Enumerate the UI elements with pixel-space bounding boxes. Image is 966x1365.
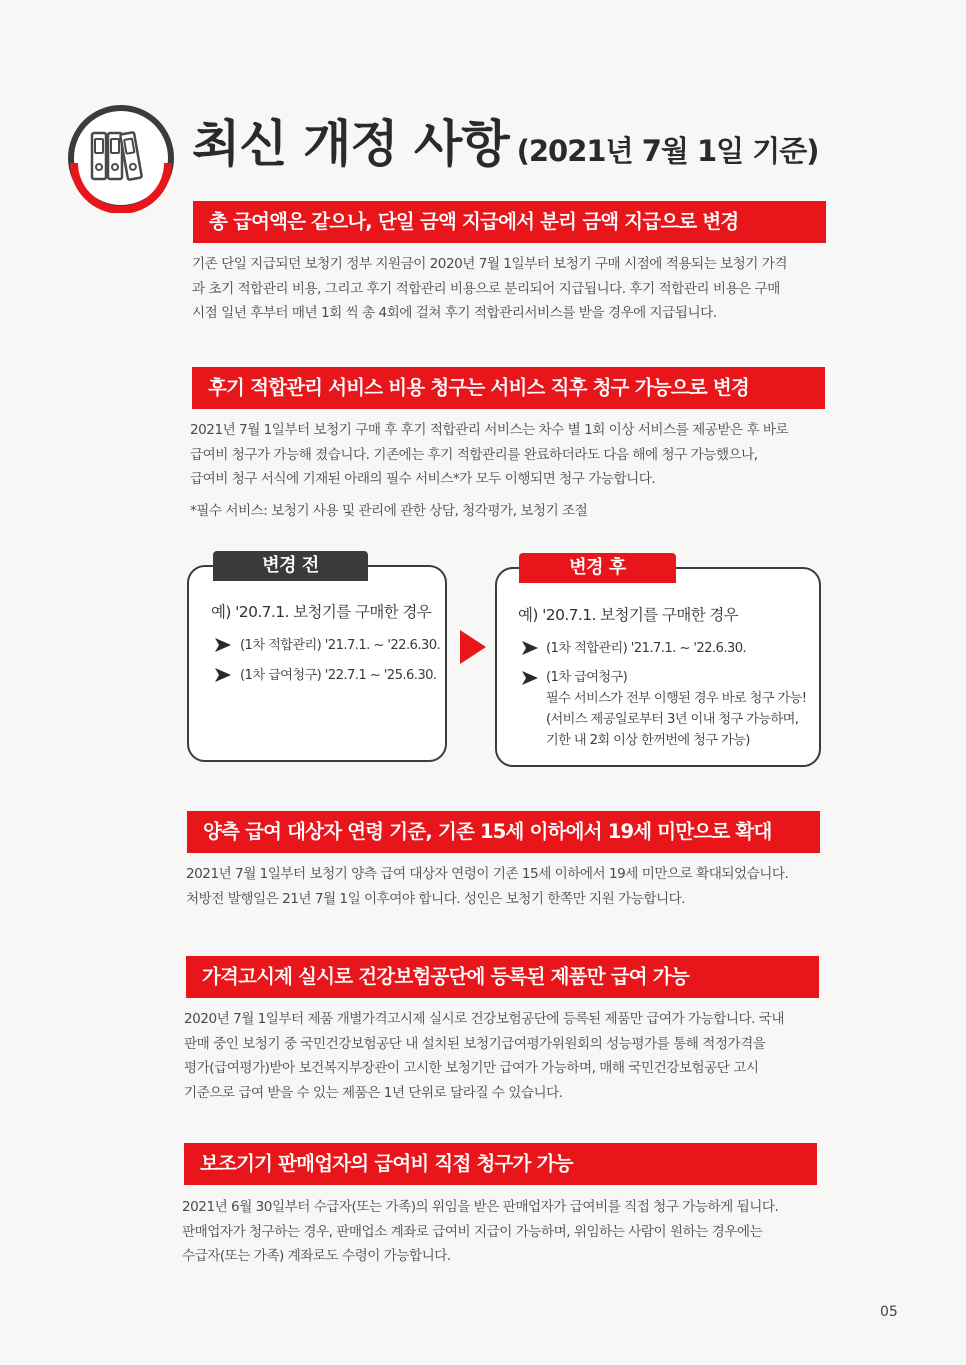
- section-3-body: [186, 862, 788, 911]
- section-1-heading: 총 급여액은 같으나, 단일 금액 지급에서 분리 금액 지급으로 변경: [193, 201, 826, 243]
- section-2-line: 급여비 청구가 가능해 졌습니다. 기존에는 후기 적합관리를 완료하더라도 다음 해에 청구 가능했으나,: [190, 446, 758, 463]
- section-2-line: 급여비 청구 서식에 기재된 아래의 필수 서비스*가 모두 이행되면 청구 가능합니다.: [190, 471, 656, 487]
- section-5-line: 2021년 6월 30일부터 수급자(또는 가족)의 위임을 받은 판매업자가 급여비를 직접 청구 가능하게 됩니다.: [182, 1199, 779, 1215]
- binders-icon: [66, 103, 176, 213]
- section-3-line: 2021년 7월 1일부터 보청기 양측 급여 대상자 연령이 기존 15세 이하에서 19세 미만으로 확대되었습니다.: [186, 866, 789, 882]
- page-title: [192, 104, 819, 176]
- section-5-heading: 보조기기 판매업자의 급여비 직접 청구가 가능: [184, 1143, 817, 1185]
- section-5-line: 판매업자가 청구하는 경우, 판매업소 계좌로 급여비 지급이 가능하며, 위임하는 사람이 원하는 경우에는: [182, 1223, 763, 1240]
- arrow-right-icon: [214, 667, 232, 683]
- section-3-heading: 양측 급여 대상자 연령 기준, 기존 15세 이하에서 19세 미만으로 확대: [187, 811, 820, 853]
- after-item-2-line: 기한 내 2회 이상 한꺼번에 청구 가능): [546, 733, 750, 748]
- arrow-right-icon: [460, 630, 486, 664]
- page-title-main: 최신 개정 사항: [192, 115, 509, 173]
- after-example: 예) '20.7.1. 보청기를 구매한 경우: [518, 606, 739, 624]
- before-example: 예) '20.7.1. 보청기를 구매한 경우: [211, 603, 432, 621]
- page-number: 05: [880, 1304, 898, 1320]
- section-4-line: 기준으로 급여 받을 수 있는 제품은 1년 단위로 달라질 수 있습니다.: [184, 1084, 563, 1101]
- section-1-line: 과 초기 적합관리 비용, 그리고 후기 적합관리 비용으로 분리되어 지급됩니다. 후기 적합관리 비용은 구매: [192, 280, 780, 297]
- before-tab: 변경 전: [213, 551, 368, 581]
- section-2-heading: 후기 적합관리 서비스 비용 청구는 서비스 직후 청구 가능으로 변경: [192, 367, 825, 409]
- before-box: [187, 565, 447, 762]
- arrow-right-icon: [521, 670, 539, 686]
- section-2-footnote: *필수 서비스: 보청기 사용 및 관리에 관한 상담, 청각평가, 보청기 조절: [190, 503, 588, 519]
- arrow-right-icon: [214, 637, 232, 653]
- after-item-2: [546, 667, 806, 751]
- section-4-line: 평가(급여평가)받아 보건복지부장관이 고시한 보청기만 급여가 가능하며, 매해 국민건강보험공단 고시: [184, 1060, 759, 1076]
- section-3-line: 처방전 발행일은 21년 7월 1일 이후여야 합니다. 성인은 보청기 한쪽만 지원 가능합니다.: [186, 890, 686, 907]
- before-item-1: (1차 적합관리) '21.7.1. ~ '22.6.30.: [240, 638, 441, 653]
- page-title-subtitle: (2021년 7월 1일 기준): [516, 134, 819, 168]
- section-2-body: [190, 418, 788, 492]
- after-item-2-line: (1차 급여청구): [546, 670, 628, 685]
- section-5-line: 수급자(또는 가족) 계좌로도 수령이 가능합니다.: [182, 1248, 451, 1264]
- after-item-2-line: 필수 서비스가 전부 이행된 경우 바로 청구 가능!: [546, 691, 807, 706]
- after-item-2-line: (서비스 제공일로부터 3년 이내 청구 가능하며,: [546, 712, 799, 727]
- section-1-line: 시점 일년 후부터 매년 1회 씩 총 4회에 걸쳐 후기 적합관리서비스를 받을 경우에 지급됩니다.: [192, 305, 717, 321]
- arrow-right-icon: [521, 640, 539, 656]
- after-tab: 변경 후: [519, 553, 676, 583]
- section-1-line: 기존 단일 지급되던 보청기 정부 지원금이 2020년 7월 1일부터 보청기 구매 시점에 적용되는 보청기 가격: [192, 256, 788, 272]
- section-4-line: 판매 중인 보청기 중 국민건강보험공단 내 설치된 보청기급여평가위원회의 성능평가를 통해 적정가격을: [184, 1035, 766, 1052]
- section-1-body: [192, 252, 787, 326]
- section-4-heading: 가격고시제 실시로 건강보험공단에 등록된 제품만 급여 가능: [186, 956, 819, 998]
- section-2-line: 2021년 7월 1일부터 보청기 구매 후 후기 적합관리 서비스는 차수 별 1회 이상 서비스를 제공받은 후 바로: [190, 422, 789, 438]
- before-item-2: (1차 급여청구) '22.7.1 ~ '25.6.30.: [240, 668, 437, 683]
- after-item-1: (1차 적합관리) '21.7.1. ~ '22.6.30.: [546, 641, 747, 656]
- section-5-body: [182, 1195, 778, 1269]
- section-4-body: [184, 1007, 784, 1105]
- section-4-line: 2020년 7월 1일부터 제품 개별가격고시제 실시로 건강보험공단에 등록된 제품만 급여가 가능합니다. 국내: [184, 1011, 785, 1027]
